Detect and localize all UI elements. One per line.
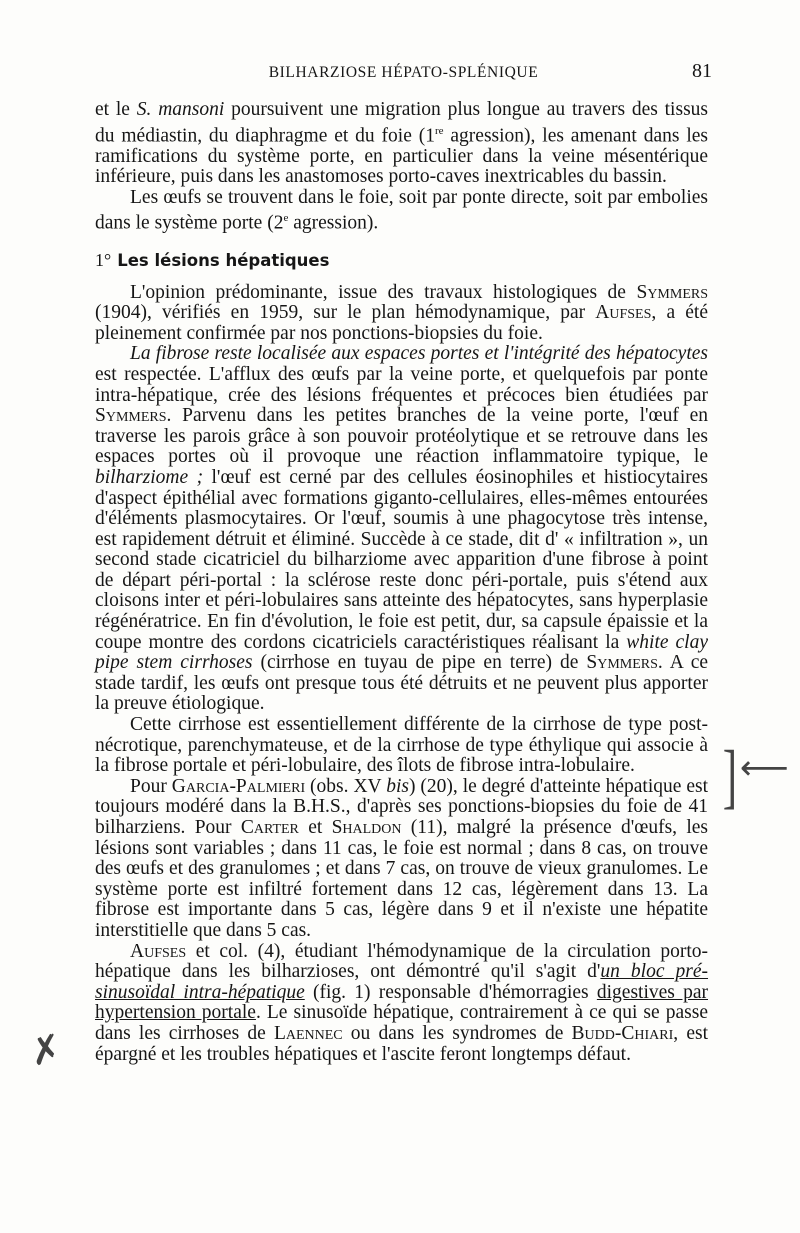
page-header	[95, 60, 712, 90]
paragraph-7: Aufses et col. (4), étudiant l'hémodynamique de la circulation porto-hépatique dans les bilharzioses, ont démontré qu'il s'agit d'un bloc pré-sinusoïdal intra-hépatique (fig. 1) responsable d'hémorragies digestives par hypertension portale. Le sinusoïde hépatique, contrairement à ce qui se passe dans les cirrhoses de Laennec ou dans les syndromes de Budd-Chiari, est épargné et les troubles hépatiques et l'ascite feront longtemps défaut.	[95, 940, 709, 1065]
margin-bracket-mark: ]	[722, 736, 738, 816]
paragraph-3: L'opinion prédominante, issue des travaux histologiques de Symmers (1904), vérifiés en 1959, sur le plan hémodynamique, par Aufses, a été pleinement confirmée par nos ponctions-biopsies du foie.	[95, 281, 708, 344]
paragraph-5: Cette cirrhose est essentiellement différente de la cirrhose de type post-nécrotique, parenchymateuse, et de la cirrhose de type éthylique qui associe à la fibrose portale et péri-lobulaire, des îlots de fibrose intra-lobulaire.	[95, 714, 708, 777]
paragraph-1: et le S. mansoni poursuivent une migration plus longue au travers des tissus du médiastin, du diaphragme et du foie (1re agression), les amenant dans les ramifications du système porte, en particulier dans la veine mésentérique inférieure, puis dans les anastomoses porto-caves inextricables du bassin.	[95, 99, 708, 188]
paragraph-6: Pour Garcia-Palmieri (obs. XV bis) (20), le degré d'atteinte hépatique est toujours modéré dans la B.H.S., d'après ses ponctions-biopsies du foie de 41 bilharziens. Pour Carter et Shaldon (11), malgré la présence d'œufs, les lésions sont variables ; dans 11 cas, le foie est normal ; dans 8 cas, on trouve des œufs et des granulomes ; et dans 7 cas, on trouve de vieux granulomes. Le système porte est infiltré fortement dans 12 cas, légèrement dans 13. La fibrose est importante dans 5 cas, légère dans 9 et il n'existe une hépatite interstitielle que dans 5 cas.	[95, 775, 708, 941]
paragraph-2: Les œufs se trouvent dans le foie, soit par ponte directe, soit par embolies dans le système porte (2e agression).	[95, 186, 708, 234]
section-heading: 1° Les lésions hépatiques	[95, 249, 330, 270]
page-number: 81	[692, 60, 712, 82]
page-body	[95, 100, 708, 1065]
running-head: BILHARZIOSE HÉPATO-SPLÉNIQUE	[268, 64, 539, 81]
margin-arrow-mark: ⟵	[740, 748, 789, 788]
margin-cross-mark: ✗	[25, 1025, 67, 1075]
paragraph-4: La fibrose reste localisée aux espaces portes et l'intégrité des hépatocytes est respectée. L'afflux des œufs par la veine porte, et quelquefois par ponte intra-hépatique, crée des lésions fréquentes et précoces bien étudiées par Symmers. Parvenu dans les petites branches de la veine porte, l'œuf en traverse les parois grâce à son pouvoir protéolytique et se retrouve dans les espaces portes où il provoque une réaction inflammatoire typique, le bilharziome ; l'œuf est cerné par des cellules éosinophiles et histiocytaires d'aspect épithélial avec formations giganto-cellulaires, elles-mêmes entourées d'éléments plasmocytaires. Or l'œuf, soumis à une phagocytose très intense, est rapidement détruit et éliminé. Succède à ce stade, dit d' « infiltration », un second stade cicatriciel du bilharziome avec apparition d'une fibrose à point de départ péri-portal : la sclérose reste donc péri-portale, puis s'étend aux cloisons inter et péri-lobulaires sans atteinte des hépatocytes, sans hyperplasie régénératrice. En fin d'évolution, le foie est petit, dur, sa capsule épaissie et la coupe montre des cordons cicatriciels caractéristiques réalisant la white clay pipe stem cirrhoses (cirrhose en tuyau de pipe en terre) de Symmers. A ce stade tardif, les œufs ont presque tous été détruits et ne peuvent plus apporter la preuve étiologique.	[95, 343, 709, 715]
